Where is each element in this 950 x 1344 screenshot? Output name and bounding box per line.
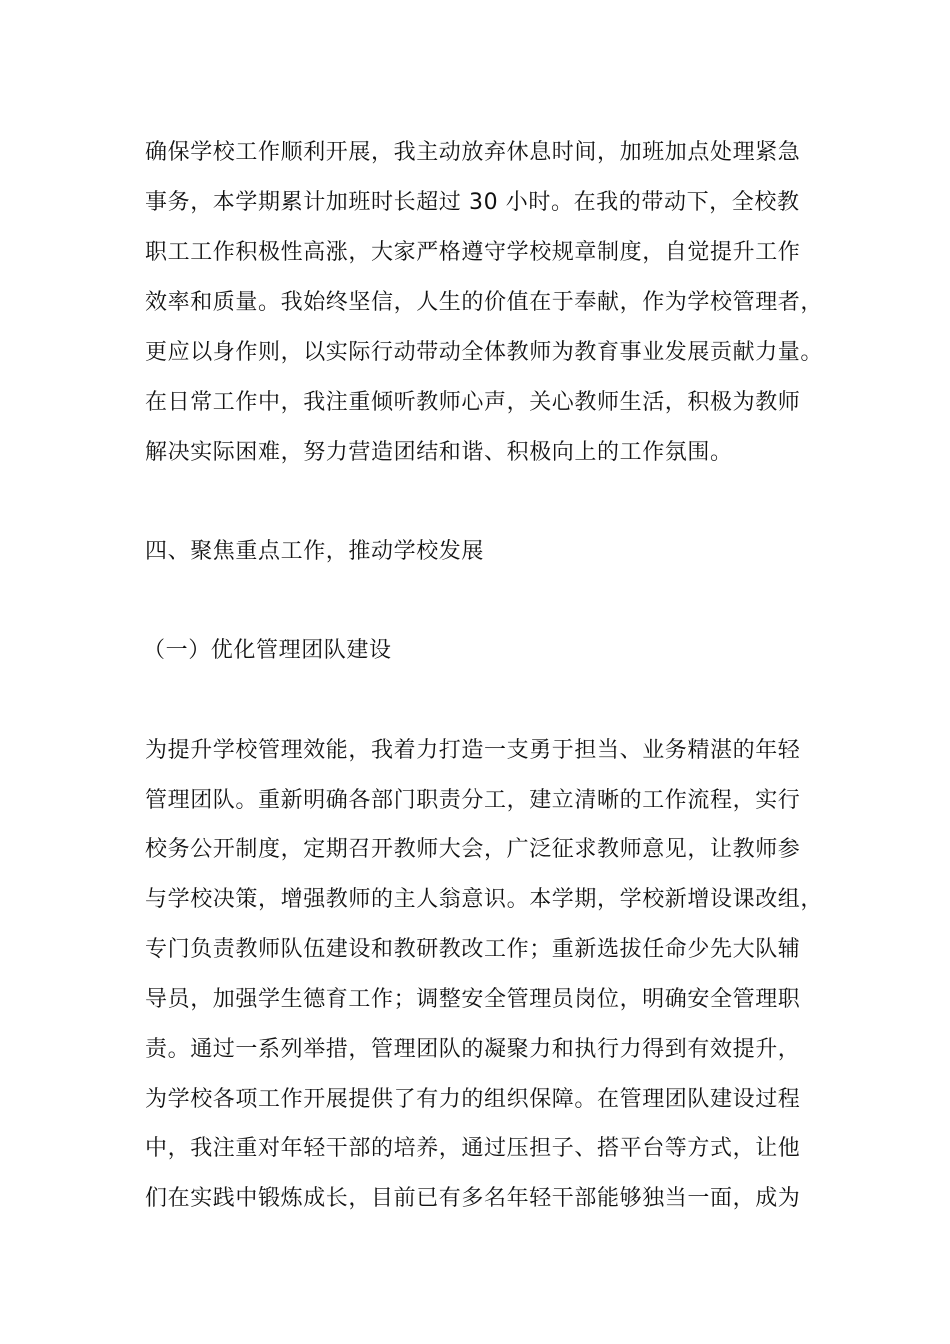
paragraph-line: 们在实践中锻炼成长，目前已有多名年轻干部能够独当一面，成为 xyxy=(145,1186,801,1211)
section-heading: 四、聚焦重点工作，推动学校发展 xyxy=(145,539,485,564)
paragraph-line: 与学校决策，增强教师的主人翁意识。本学期，学校新增设课改组， xyxy=(145,887,824,912)
paragraph-line: 为提升学校管理效能，我着力打造一支勇于担当、业务精湛的年轻 xyxy=(145,738,801,763)
subsection-heading: （一）优化管理团队建设 xyxy=(143,638,392,663)
paragraph-line: 效率和质量。我始终坚信，人生的价值在于奉献，作为学校管理者， xyxy=(145,290,824,315)
paragraph-line: 确保学校工作顺利开展，我主动放弃休息时间，加班加点处理紧急 xyxy=(145,140,801,165)
paragraph-line: 解决实际困难，努力营造团结和谐、积极向上的工作氛围。 xyxy=(145,440,733,465)
paragraph-line: 中，我注重对年轻干部的培养，通过压担子、搭平台等方式，让他 xyxy=(145,1136,801,1161)
paragraph-line: 责。通过一系列举措，管理团队的凝聚力和执行力得到有效提升， xyxy=(145,1037,801,1062)
paragraph-line: 管理团队。重新明确各部门职责分工，建立清晰的工作流程，实行 xyxy=(145,788,801,813)
paragraph-line: 专门负责教师队伍建设和教研教改工作；重新选拔任命少先大队辅 xyxy=(145,937,801,962)
paragraph-line: 更应以身作则，以实际行动带动全体教师为教育事业发展贡献力量。 xyxy=(145,340,824,365)
paragraph-line: 为学校各项工作开展提供了有力的组织保障。在管理团队建设过程 xyxy=(145,1087,801,1112)
paragraph-line: 事务，本学期累计加班时长超过 30 小时。在我的带动下，全校教 xyxy=(145,190,800,215)
paragraph-line: 校务公开制度，定期召开教师大会，广泛征求教师意见，让教师参 xyxy=(145,837,801,862)
paragraph-line: 导员，加强学生德育工作；调整安全管理员岗位，明确安全管理职 xyxy=(145,987,801,1012)
paragraph-line: 在日常工作中，我注重倾听教师心声，关心教师生活，积极为教师 xyxy=(145,390,801,415)
paragraph-line: 职工工作积极性高涨，大家严格遵守学校规章制度，自觉提升工作 xyxy=(145,240,801,265)
